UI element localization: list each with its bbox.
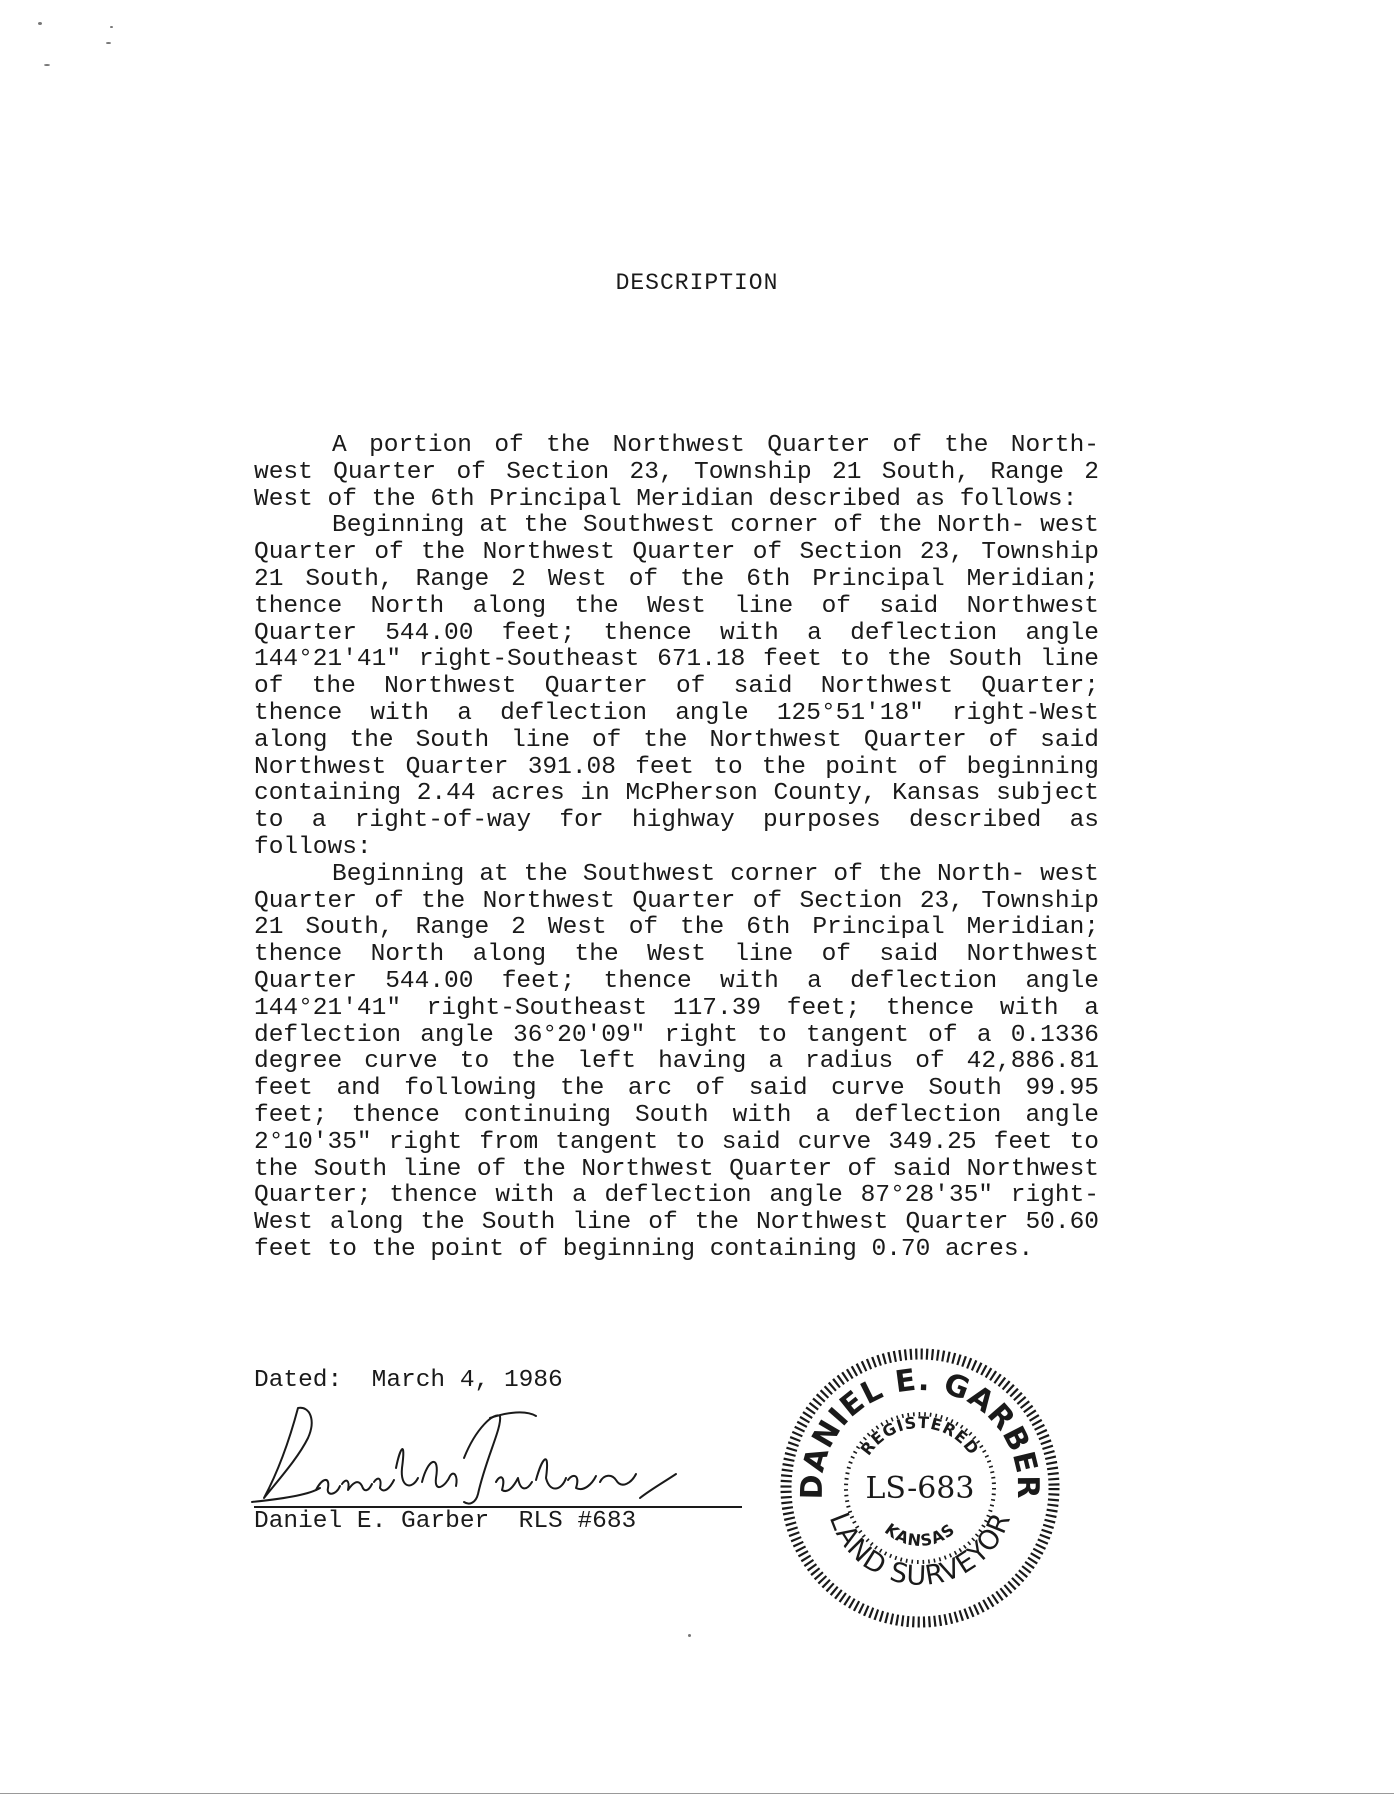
seal-bottom-text: LAND SURVEYOR [822,1508,1018,1593]
seal-inner-text: REGISTERED [856,1412,984,1459]
seal-top-text: DANIEL E. GARBER [794,1362,1046,1500]
legal-description [254,433,1099,1264]
seal-license-number: LS-683 [865,1471,975,1506]
signer-name: Daniel E. Garber RLS #683 [254,1508,637,1535]
dated-label: Dated: [254,1367,343,1394]
dated-line [254,1367,563,1394]
document-title: DESCRIPTION [615,270,779,296]
paragraph-1: A portion of the Northwest Quarter of the North- west Quarter of Section 23, Township 21 South, Range 2 West of the 6th Principal Meridian described as follows: [254,432,1099,513]
paragraph-3: Beginning at the Southwest corner of the North- west Quarter of the Northwest Quarter of Section 23, Township 21 South, Range 2 West of the 6th Principal Meridian; thence North along the West line of said Northwest Quarter 544.00 feet; thence with a deflection angle 144°21'41" right-Southeast 117.39 feet; thence with a deflection angle 36°20'09" right to tangent of a 0.1336 degree curve to the left having a radius of 42,886.81 feet and following the arc of said curve South 99.95 feet; thence continuing South with a deflection angle 2°10'35" right from tangent to said curve 349.25 feet to the South line of the Northwest Quarter of said Northwest Quarter; thence with a deflection angle 87°28'35" right-West along the South line of the Northwest Quarter 50.60 feet to the point of beginning containing 0.70 acres. [254,860,1099,1263]
paragraph-2: Beginning at the Southwest corner of the North- west Quarter of the Northwest Quarter of Section 23, Township 21 South, Range 2 West of the 6th Principal Meridian; thence North along the West line of said Northwest Quarter 544.00 feet; thence with a deflection angle 144°21'41" right-Southeast 671.18 feet to the South line of the Northwest Quarter of said Northwest Quarter; thence with a deflection angle 125°51'18" right-West along the South line of the Northwest Quarter of said Northwest Quarter 391.08 feet to the point of beginning containing 2.44 acres in McPherson County, Kansas subject to a right-of-way for highway purposes described as follows: [254,512,1099,861]
handwritten-signature [250,1398,690,1510]
dated-value: March 4, 1986 [371,1367,563,1394]
surveyor-seal [780,1348,1060,1628]
seal-state-text: KANSAS [881,1519,959,1551]
scan-edge-line [0,1793,1394,1794]
